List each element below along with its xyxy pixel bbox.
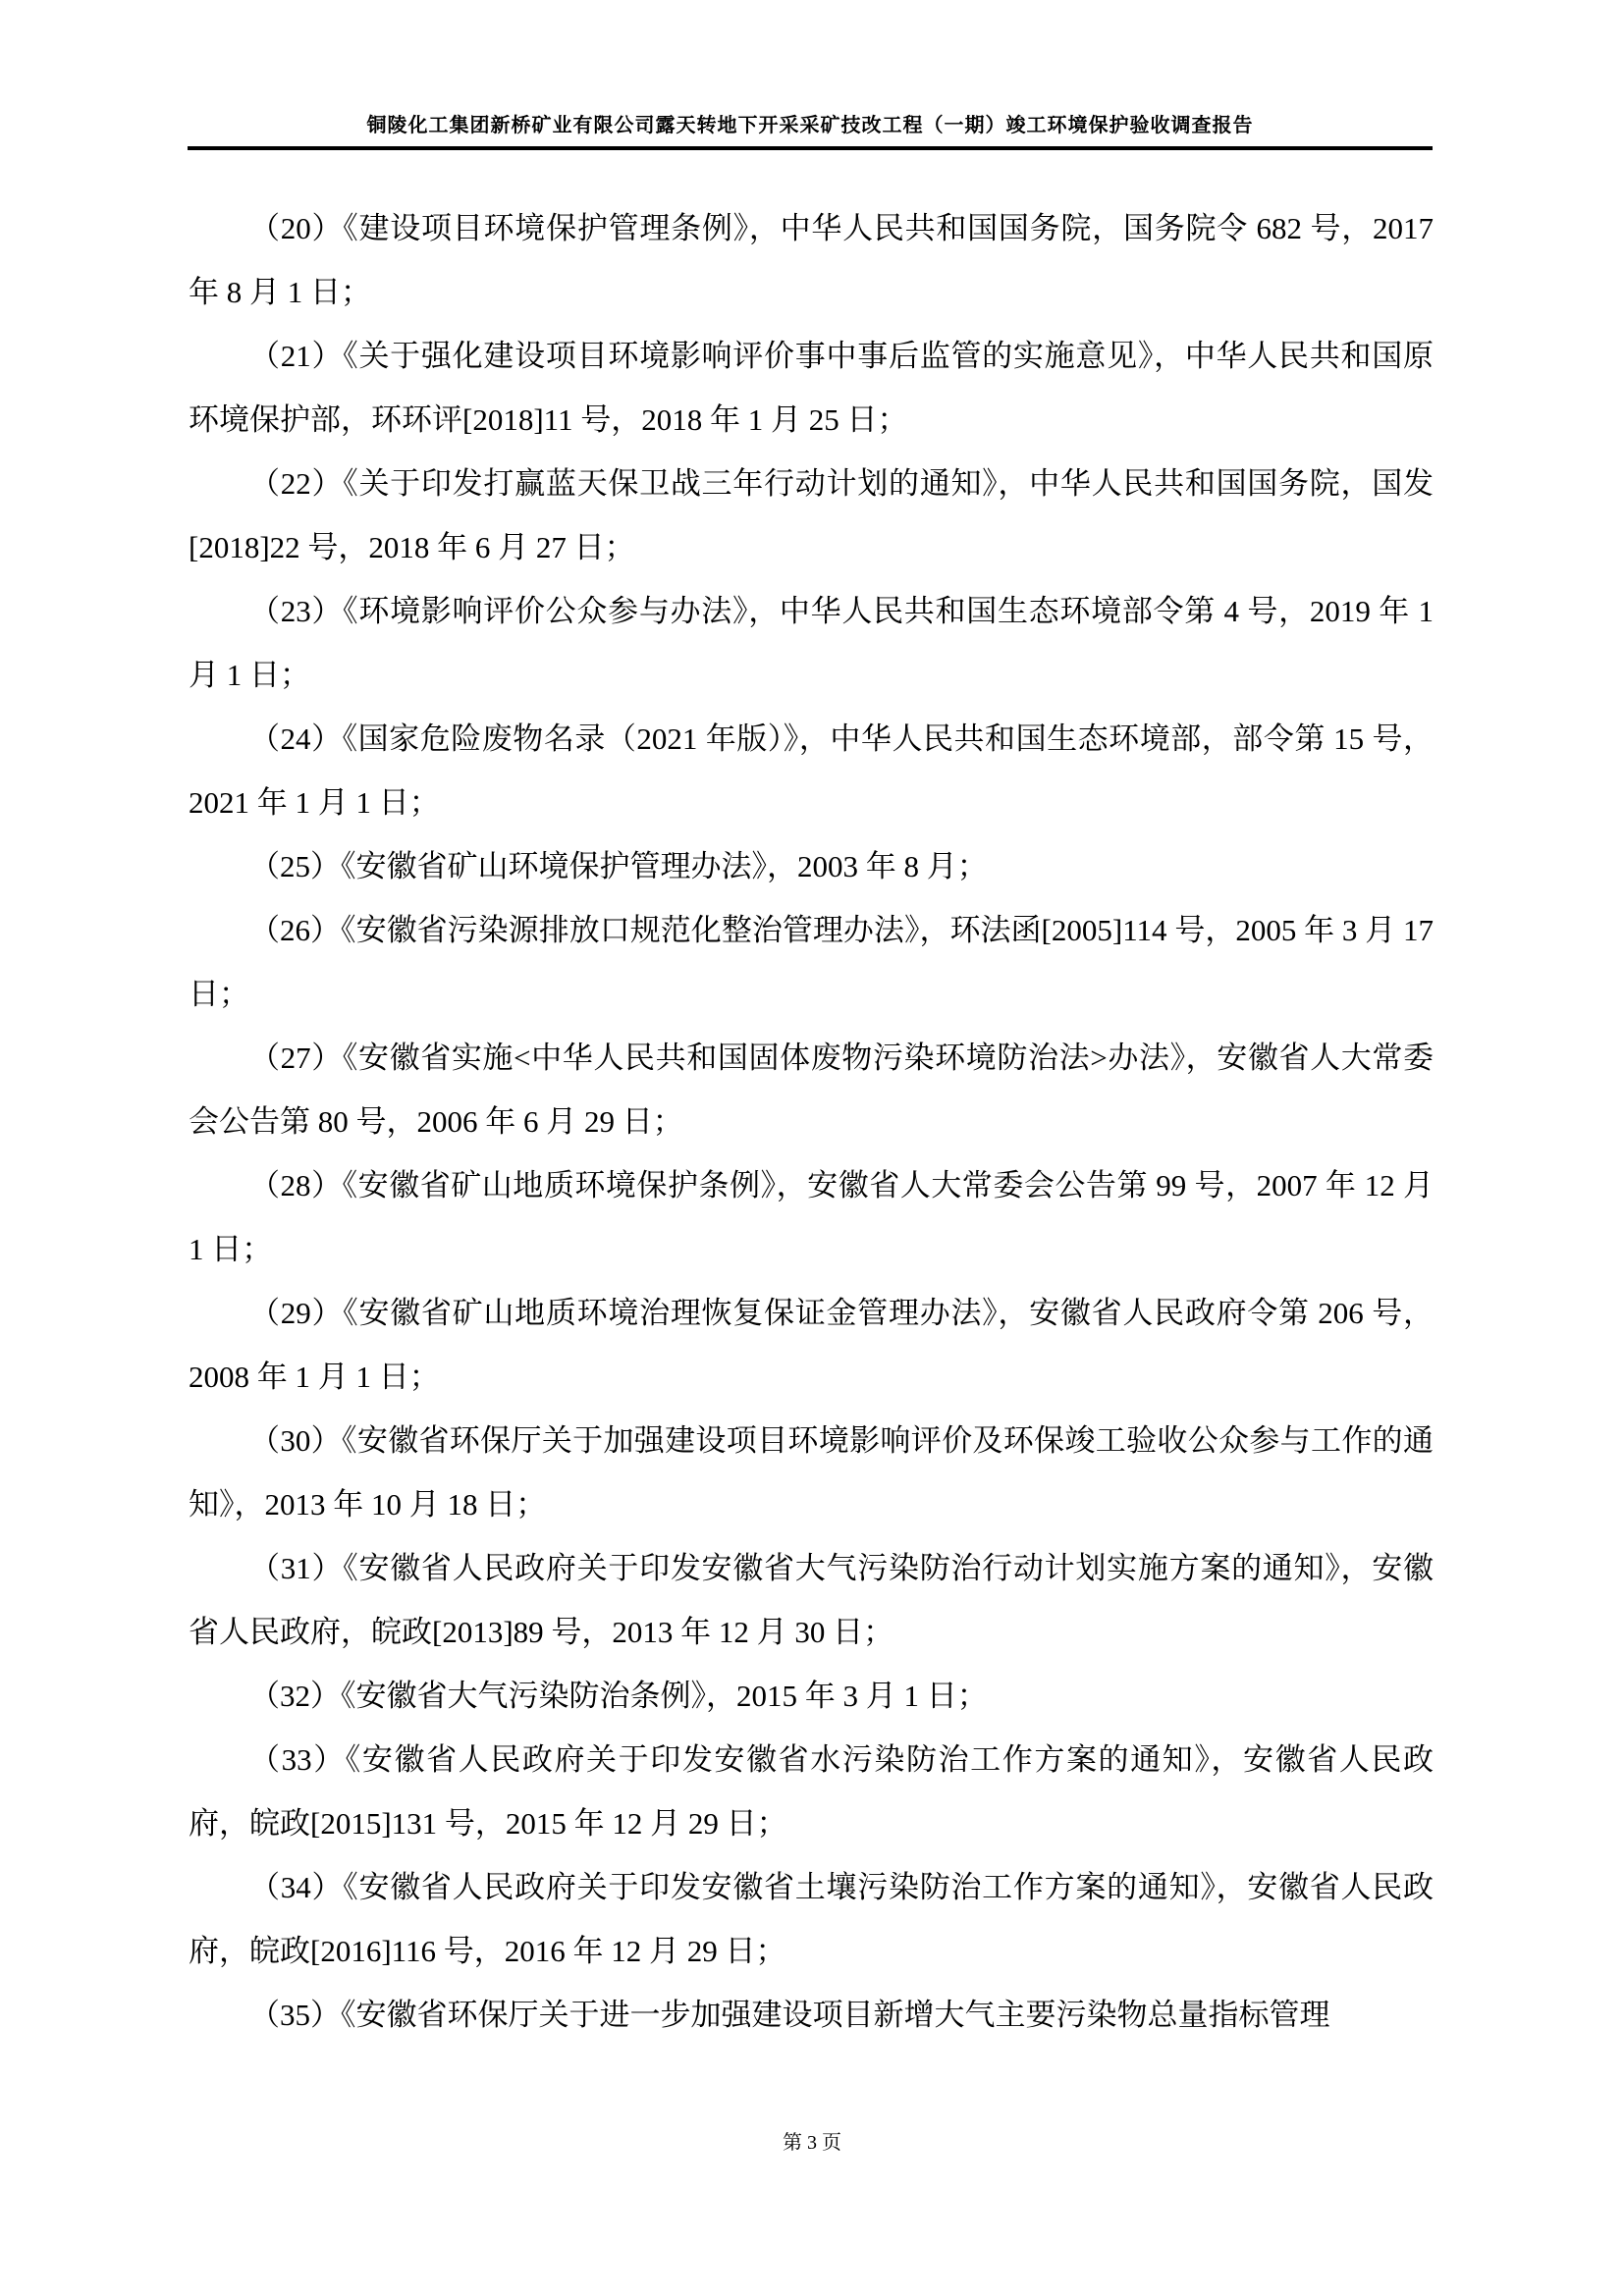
list-item: （21）《关于强化建设项目环境影响评价事中事后监管的实施意见》，中华人民共和国原环境保护部，环环评[2018]11 号，2018 年 1 月 25 日； <box>189 339 1434 437</box>
list-item: （23）《环境影响评价公众参与办法》，中华人民共和国生态环境部令第 4 号，2019 年 1 月 1 日； <box>189 594 1434 692</box>
list-item: （35）《安徽省环保厅关于进一步加强建设项目新增大气主要污染物总量指标管理 <box>249 1998 1330 2032</box>
list-item: （24）《国家危险废物名录（2021 年版）》，中华人民共和国生态环境部，部令第 15 号，2021 年 1 月 1 日； <box>189 721 1434 820</box>
list-item: （29）《安徽省矿山地质环境治理恢复保证金管理办法》，安徽省人民政府令第 206 号，2008 年 1 月 1 日； <box>189 1296 1434 1394</box>
list-item: （32）《安徽省大气污染防治条例》，2015 年 3 月 1 日； <box>249 1679 988 1713</box>
list-item: （34）《安徽省人民政府关于印发安徽省土壤污染防治工作方案的通知》，安徽省人民政府，皖政[2016]116 号，2016 年 12 月 29 日； <box>189 1870 1434 1968</box>
list-item: （20）《建设项目环境保护管理条例》，中华人民共和国国务院，国务院令 682 号，2017 年 8 月 1 日； <box>189 211 1434 309</box>
list-item: （22）《关于印发打赢蓝天保卫战三年行动计划的通知》，中华人民共和国国务院，国发[2018]22 号，2018 年 6 月 27 日； <box>189 466 1434 564</box>
list-item: （30）《安徽省环保厅关于加强建设项目环境影响评价及环保竣工验收公众参与工作的通知》，2013 年 10 月 18 日； <box>189 1423 1434 1522</box>
list-item: （27）《安徽省实施<中华人民共和国固体废物污染环境防治法>办法》，安徽省人大常委会公告第 80 号，2006 年 6 月 29 日； <box>189 1041 1434 1139</box>
list-item: （33）《安徽省人民政府关于印发安徽省水污染防治工作方案的通知》，安徽省人民政府，皖政[2015]131 号，2015 年 12 月 29 日； <box>189 1742 1434 1841</box>
page-footer <box>0 2128 1624 2158</box>
page-number: 第 3 页 <box>783 2132 841 2154</box>
document-body <box>189 196 1434 2047</box>
list-item: （31）《安徽省人民政府关于印发安徽省大气污染防治行动计划实施方案的通知》，安徽省人民政府，皖政[2013]89 号，2013 年 12 月 30 日； <box>189 1551 1434 1649</box>
list-item: （28）《安徽省矿山地质环境保护条例》，安徽省人大常委会公告第 99 号，2007 年 12 月 1 日； <box>189 1168 1434 1266</box>
list-item: （25）《安徽省矿山环境保护管理办法》，2003 年 8 月； <box>249 849 988 883</box>
header-title: 铜陵化工集团新桥矿业有限公司露天转地下开采采矿技改工程（一期）竣工环境保护验收调查报告 <box>366 115 1254 136</box>
list-item: （26）《安徽省污染源排放口规范化整治管理办法》，环法函[2005]114 号，2005 年 3 月 17 日； <box>189 913 1434 1011</box>
page-header <box>188 112 1433 150</box>
